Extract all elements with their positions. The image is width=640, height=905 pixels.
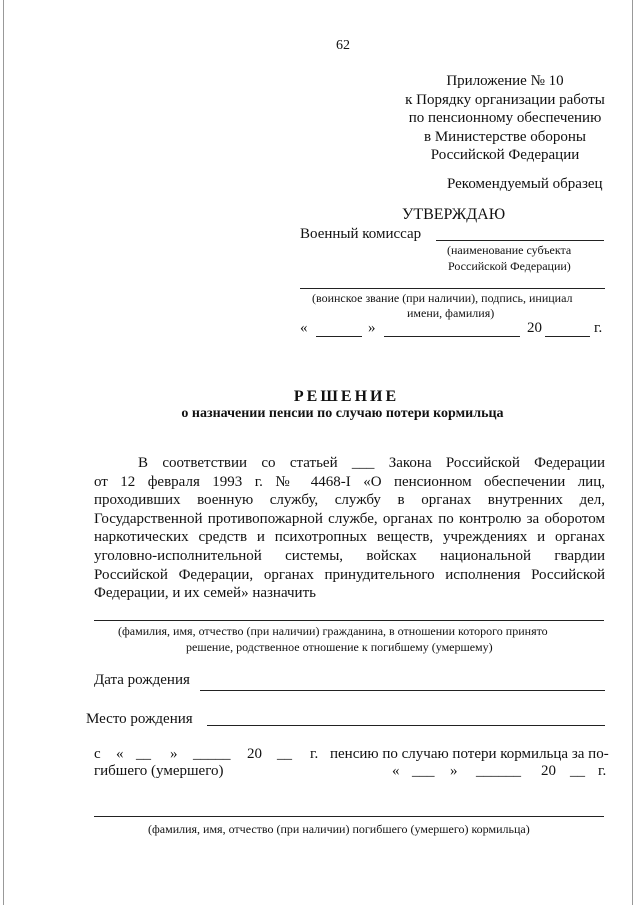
- pension-deceased-text: гибшего (умершего): [94, 763, 224, 779]
- pension-text: пенсию по случаю потери кормильца за по-: [330, 746, 609, 762]
- body-line: наркотических средств и психотропных веществ, учреждениях и органах: [94, 529, 605, 546]
- body-line: Федерации, и их семей» назначить: [94, 585, 316, 602]
- recommended-sample: Рекомендуемый образец: [447, 176, 603, 192]
- appendix-line: в Министерстве обороны: [424, 128, 586, 145]
- approve-date-suffix: г.: [594, 320, 603, 336]
- approve-month-line[interactable]: [384, 336, 520, 337]
- pension-year-blank[interactable]: __: [277, 746, 292, 762]
- pension-to-year-suffix: г.: [598, 763, 607, 779]
- pension-to-month-blank[interactable]: ______: [476, 763, 521, 779]
- page-left-edge: [3, 0, 4, 905]
- pension-year-suffix: г.: [310, 746, 319, 762]
- citizen-caption-2: решение, родственное отношение к погибшему (умершему): [186, 640, 493, 654]
- citizen-name-line[interactable]: [94, 620, 604, 621]
- pension-close-quote: »: [170, 746, 178, 762]
- pension-to-day-blank[interactable]: ___: [412, 763, 435, 779]
- citizen-caption-1: (фамилия, имя, отчество (при наличии) гражданина, в отношении которого принято: [118, 624, 548, 638]
- pension-to-close-quote: »: [450, 763, 458, 779]
- page-number: 62: [336, 38, 350, 53]
- birth-date-label: Дата рождения: [94, 672, 190, 688]
- body-line: Государственной противопожарной службе, органах по контролю за оборотом: [94, 510, 605, 527]
- appendix-line: по пенсионному обеспечению: [408, 110, 602, 126]
- approve-date-close-quote: »: [368, 320, 376, 336]
- pension-to-year-blank[interactable]: __: [570, 763, 585, 779]
- body-line: проходивших военную службу, службу в органах внутренних дел,: [94, 492, 605, 509]
- body-line: В соответствии со статьей ___ Закона Российской Федерации: [138, 455, 605, 471]
- subject-caption-1: (наименование субъекта: [447, 243, 572, 257]
- decision-title: РЕШЕНИЕ: [293, 388, 400, 405]
- appendix-line: к Порядку организации работы: [405, 91, 605, 108]
- approve-heading: УТВЕРЖДАЮ: [402, 206, 506, 223]
- body-line: уголовно-исполнительной системы, войсках национальной гвардии: [94, 547, 605, 564]
- commissar-label: Военный комиссар: [300, 226, 422, 242]
- pension-day-blank[interactable]: __: [136, 746, 151, 762]
- pension-month-blank[interactable]: _____: [193, 746, 231, 762]
- appendix-block: [370, 72, 640, 165]
- body-paragraph: [94, 454, 605, 603]
- body-line: Российской Федерации, органах принудительного исполнения Российской: [94, 566, 605, 583]
- body-line: от 12 февраля 1993 г. № 4468-I «О пенсионном обеспечении лиц,: [94, 473, 605, 490]
- pension-to-open-quote: «: [392, 763, 400, 779]
- decision-subtitle: о назначении пенсии по случаю потери кормильца: [181, 406, 504, 421]
- birth-place-line[interactable]: [207, 725, 605, 726]
- subject-input-line[interactable]: [436, 240, 604, 241]
- approve-day-line[interactable]: [316, 336, 362, 337]
- birth-place-label: Место рождения: [86, 711, 193, 727]
- approve-date-open-quote: «: [300, 320, 308, 336]
- appendix-line: Российской Федерации: [430, 147, 580, 163]
- pension-year: 20: [247, 746, 262, 762]
- birth-date-line[interactable]: [200, 690, 605, 691]
- pension-open-quote: «: [116, 746, 124, 762]
- deceased-name-line[interactable]: [94, 816, 604, 817]
- subject-caption-2: Российской Федерации): [448, 259, 571, 273]
- rank-caption-1: (воинское звание (при наличии), подпись, инициал: [312, 291, 573, 305]
- appendix-line: Приложение № 10: [446, 73, 564, 89]
- deceased-caption: (фамилия, имя, отчество (при наличии) погибшего (умершего) кормильца): [148, 822, 530, 836]
- rank-caption-2: имени, фамилия): [407, 306, 495, 320]
- rank-signature-line[interactable]: [300, 288, 605, 289]
- pension-to-year: 20: [541, 763, 556, 779]
- approve-year-line[interactable]: [545, 336, 590, 337]
- approve-date-year: 20: [527, 320, 542, 336]
- pension-from-prefix: с: [94, 746, 101, 762]
